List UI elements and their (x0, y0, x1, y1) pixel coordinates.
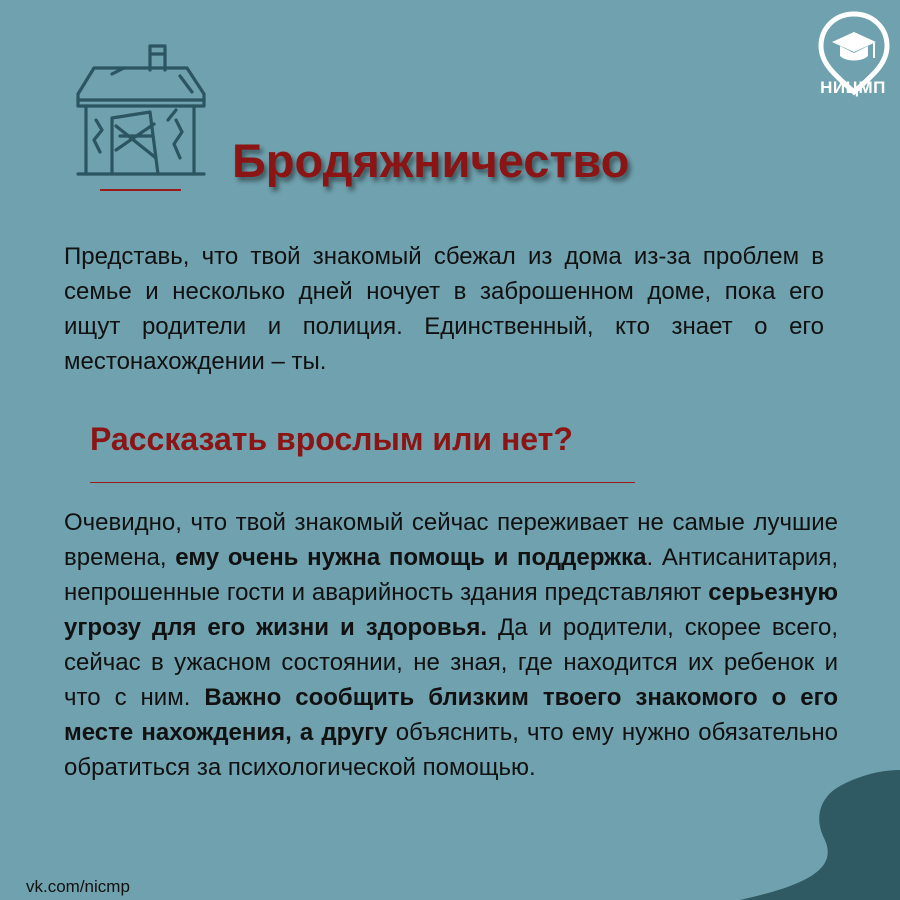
intro-paragraph: Представь, что твой знакомый сбежал из дома из-за проблем в семье и несколько дней ночует в заброшенном доме, пока его ищут родители и полиция. Единственный, кто знает о его местонахождении – ты. (64, 243, 824, 375)
abandoned-house-icon (72, 40, 212, 195)
body-text-part: Да и родители, скорее всего, сейчас в ужасном состоянии, не зная, где находится их ребенок и что с ним. (64, 614, 838, 711)
body-bold-part: серьезную угрозу для его жизни и здоровья. (64, 579, 838, 641)
title-underline (100, 189, 181, 191)
section-divider (90, 482, 635, 483)
section-title: Рассказать врослым или нет? (90, 421, 573, 457)
body-bold-part: Важно сообщить близким твоего знакомого о его месте нахождения, а другу (64, 684, 838, 746)
page-title: Бродяжничество (232, 134, 630, 187)
logo-text: НИЦМП (820, 78, 886, 97)
body-paragraph (64, 505, 838, 785)
body-text-part: . Антисанитария, непрошенные гости и аварийность здания представляют (64, 544, 838, 606)
footer-link[interactable]: vk.com/nicmp (26, 877, 130, 896)
body-text-part: Очевидно, что твой знакомый сейчас переживает не самые лучшие времена, (64, 509, 838, 571)
body-bold-part: ему очень нужна помощь и поддержка (175, 544, 647, 571)
body-text-part: объяснить, что ему нужно обязательно обратиться за психологической помощью. (64, 719, 838, 781)
corner-decoration (740, 770, 900, 900)
